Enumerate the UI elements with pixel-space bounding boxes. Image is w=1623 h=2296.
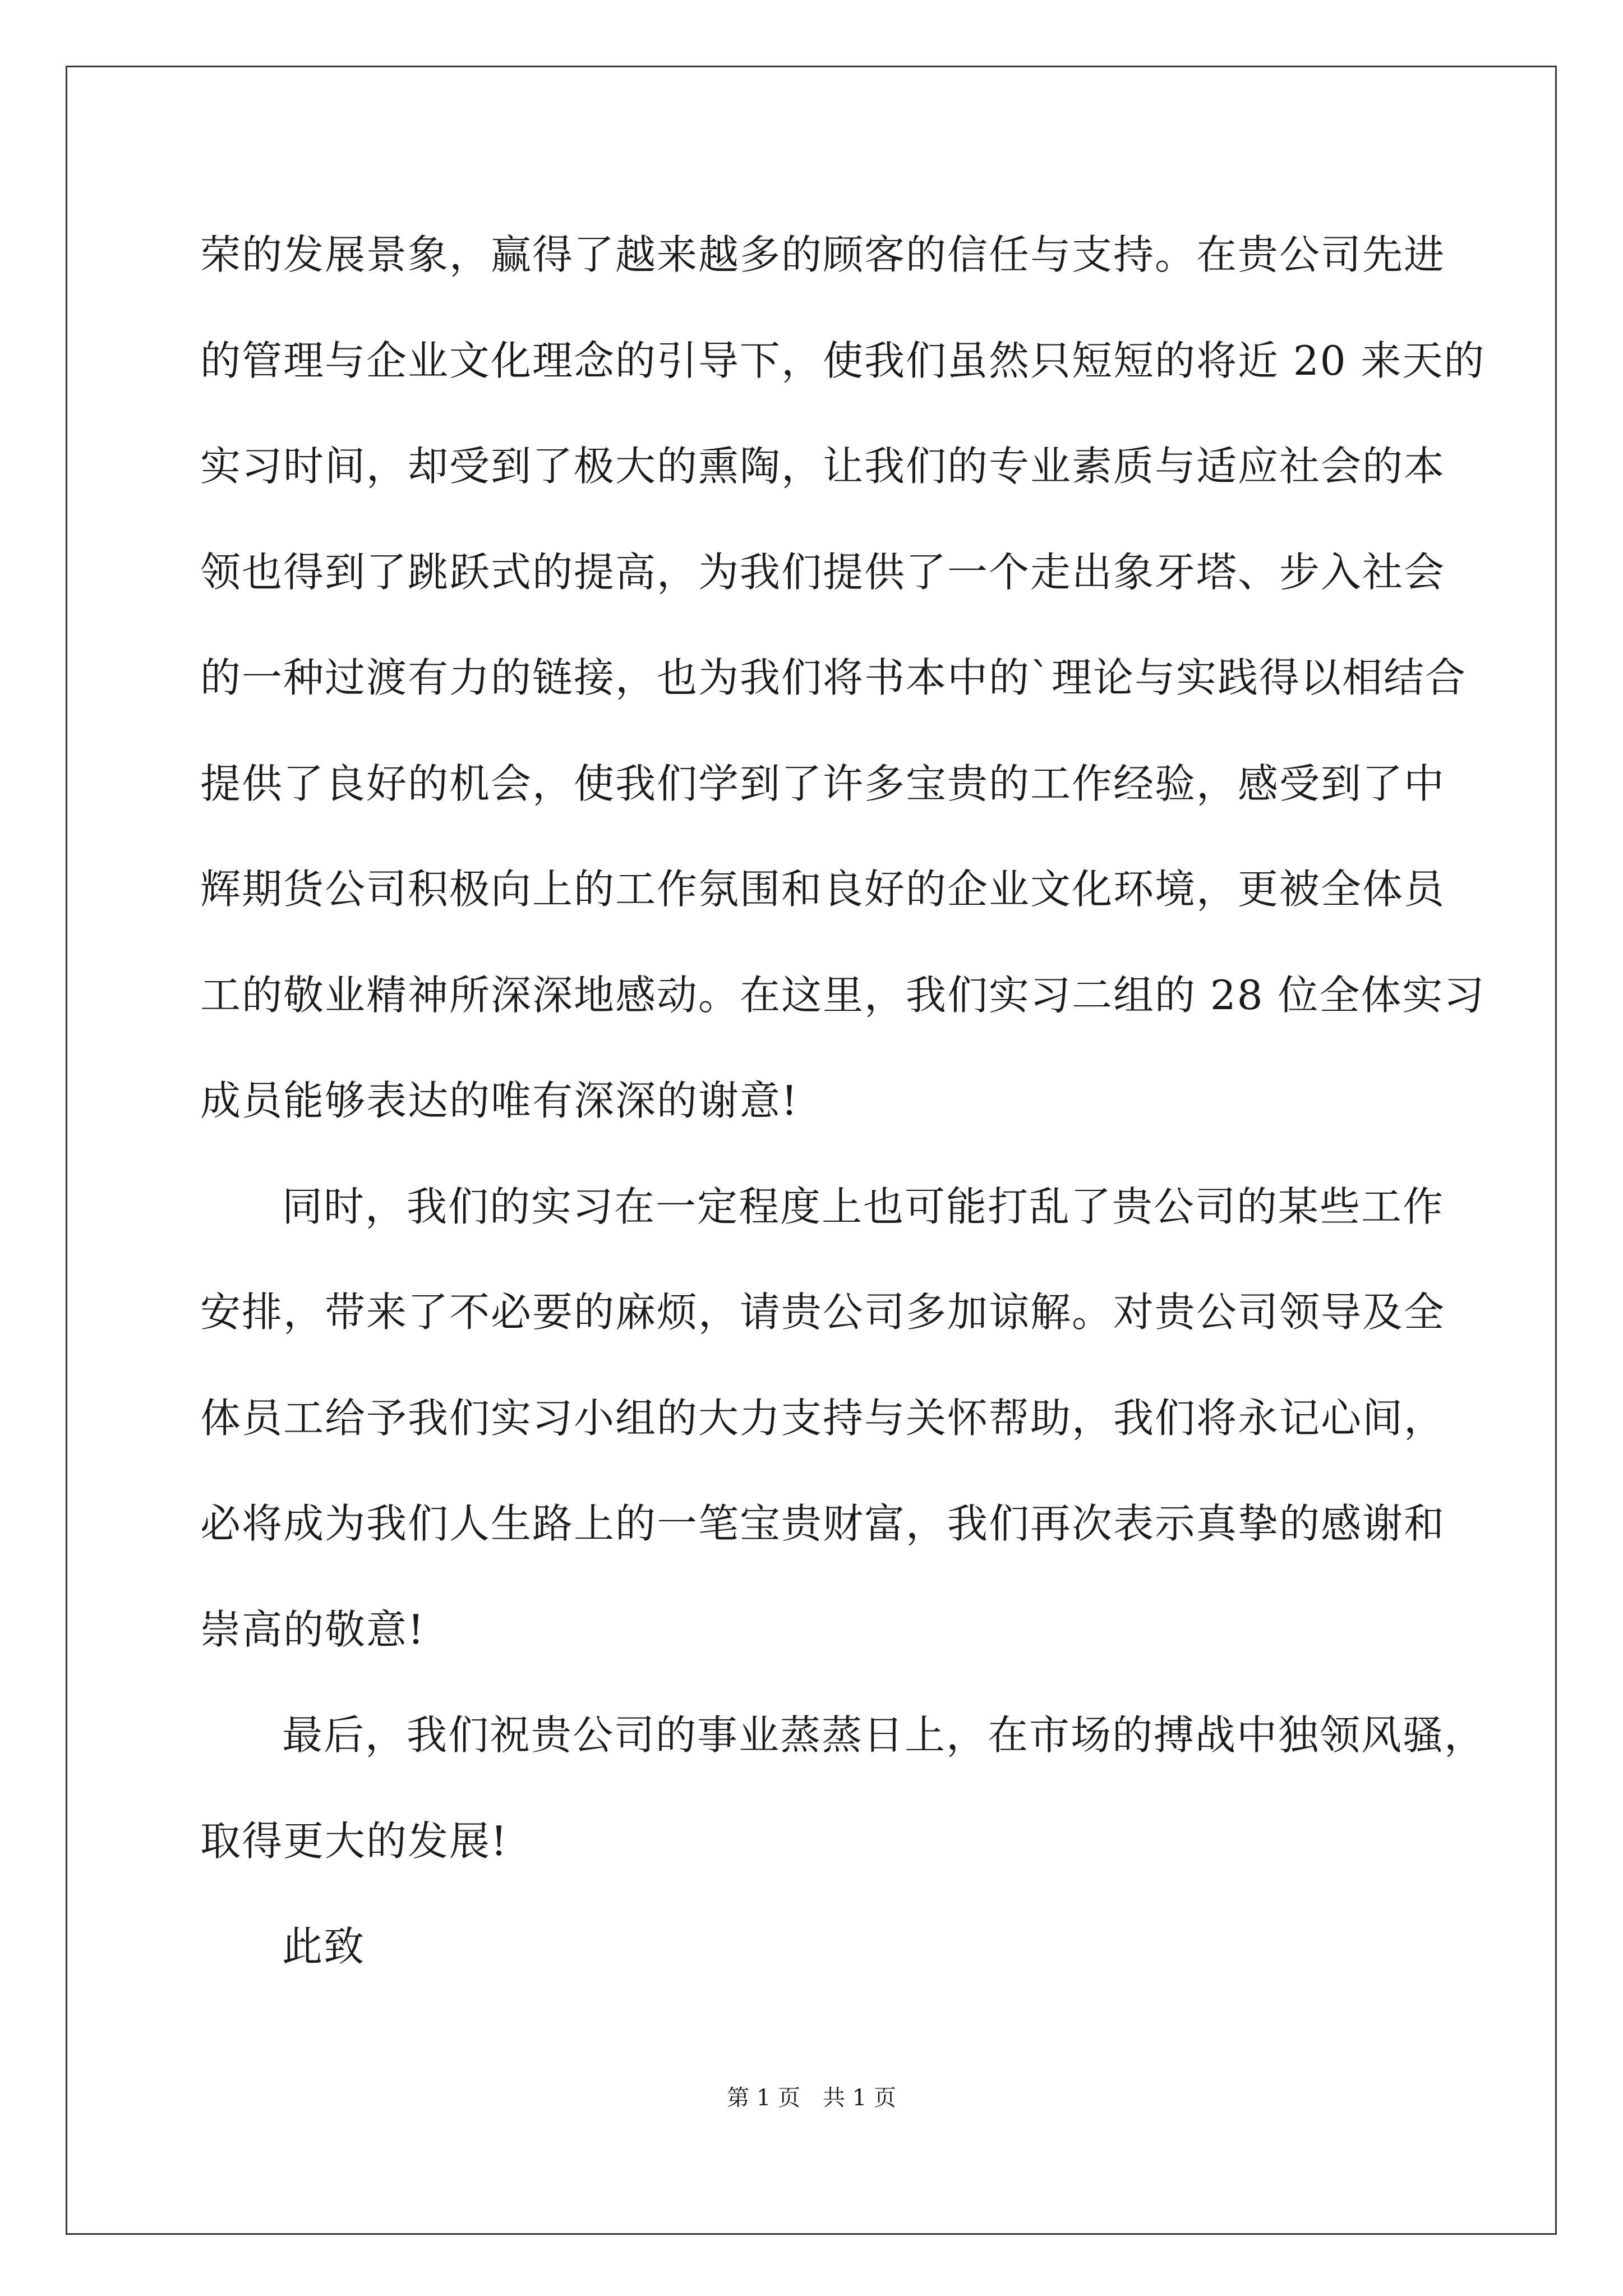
text-line: 取得更大的发展!: [200, 1817, 508, 1865]
text-line: 的管理与企业文化理念的引导下，使我们虽然只短短的将近 20 来天的: [200, 337, 1486, 384]
page-number-footer: 第 1 页 共 1 页: [727, 2085, 896, 2111]
text-line: 此致: [282, 1923, 366, 1970]
text-line: 安排，带来了不必要的麻烦，请贵公司多加谅解。对贵公司领导及全: [200, 1289, 1446, 1336]
text-line: 崇高的敬意!: [200, 1605, 425, 1653]
text-line: 实习时间，却受到了极大的熏陶，让我们的专业素质与适应社会的本: [200, 443, 1446, 490]
text-line: 最后，我们祝贵公司的事业蒸蒸日上，在市场的搏战中独领风骚，: [282, 1711, 1486, 1759]
text-line: 同时，我们的实习在一定程度上也可能打乱了贵公司的某些工作: [282, 1182, 1445, 1230]
text-line: 提供了良好的机会，使我们学到了许多宝贵的工作经验，感受到了中: [200, 760, 1446, 807]
text-line: 成员能够表达的唯有深深的谢意!: [200, 1077, 799, 1124]
text-line: 必将成为我们人生路上的一笔宝贵财富，我们再次表示真挚的感谢和: [200, 1500, 1446, 1547]
text-line: 工的敬业精神所深深地感动。在这里，我们实习二组的 28 位全体实习: [200, 971, 1486, 1019]
text-line: 领也得到了跳跃式的提高，为我们提供了一个走出象牙塔、步入社会: [200, 548, 1446, 596]
document-body: [200, 202, 1486, 2000]
text-line: 辉期货公司积极向上的工作氛围和良好的企业文化环境，更被全体员: [200, 866, 1446, 913]
text-line: 荣的发展景象，赢得了越来越多的顾客的信任与支持。在贵公司先进: [200, 231, 1446, 278]
text-line: 的一种过渡有力的链接，也为我们将书本中的`理论与实践得以相结合: [200, 654, 1467, 701]
text-line: 体员工给予我们实习小组的大力支持与关怀帮助，我们将永记心间，: [200, 1394, 1446, 1442]
